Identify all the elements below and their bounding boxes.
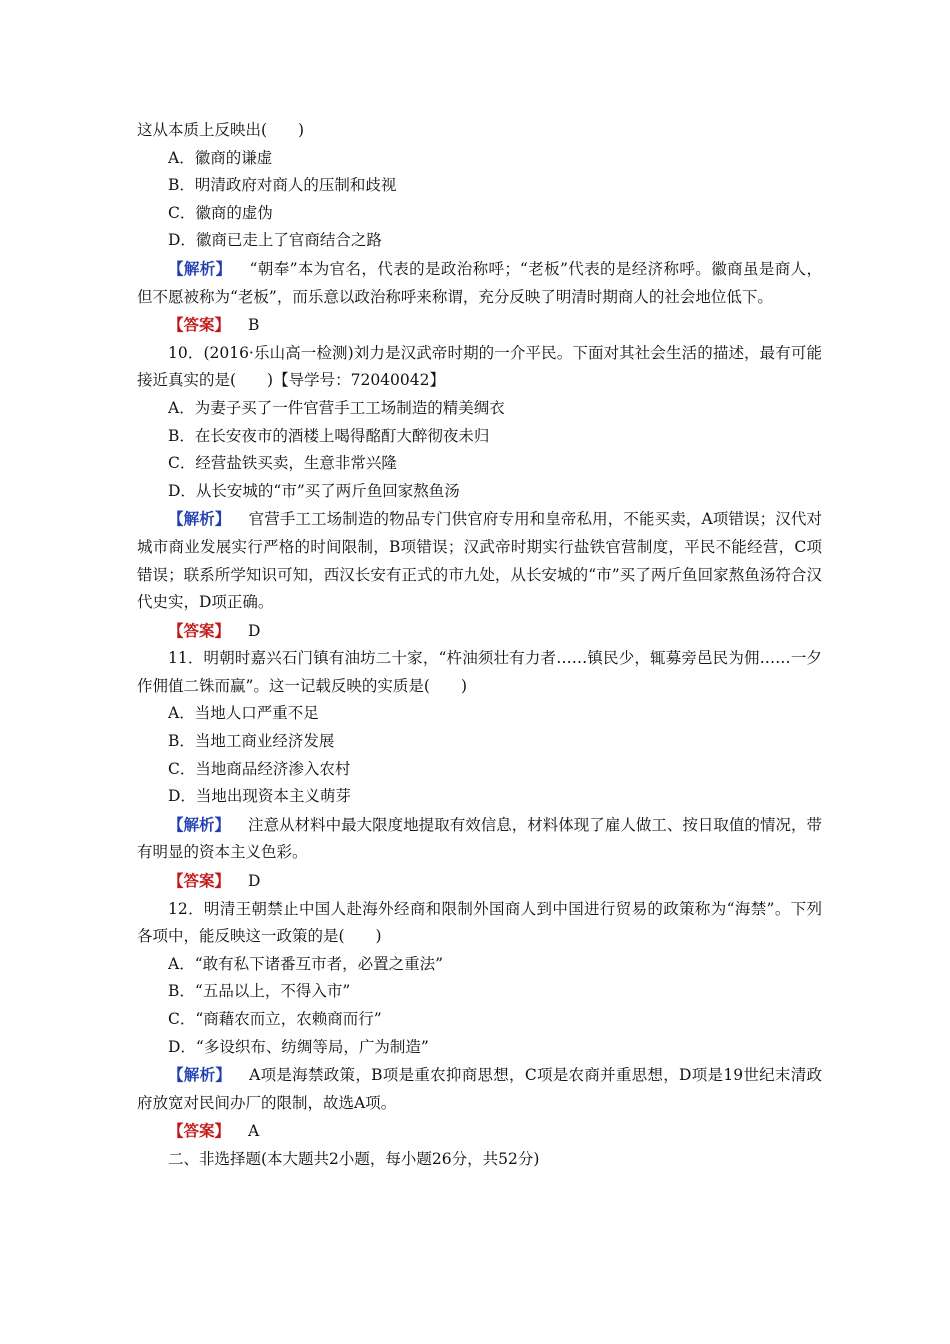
analysis-label: 【解析】: [168, 509, 231, 529]
analysis-text: “朝奉”本为官名，代表的是政治称呼；“老板”代表的是经济称呼。徽商虽是商人，但不愿被称为“老板”，而乐意以政治称呼来称谓，充分反映了明清时期商人的社会地位低下。: [137, 259, 822, 306]
q12-option-c: C．“商藉农而立，农赖商而行”: [168, 1010, 382, 1028]
answer-label: 【答案】: [168, 620, 231, 640]
answer-label: 【答案】: [168, 871, 231, 891]
analysis-label: 【解析】: [168, 258, 232, 278]
q12-option-d: D．“多设织布、纺绸等局，广为制造”: [168, 1037, 429, 1056]
q11-analysis: [137, 811, 822, 867]
section-heading: 二、非选择题(本大题共2小题，每小题26分，共52分): [168, 1149, 540, 1168]
q9-option-b: B．明清政府对商人的压制和歧视: [168, 176, 397, 195]
answer-value: A: [248, 1122, 260, 1141]
q11-answer: [137, 867, 822, 896]
q10-option-a: A．为妻子买了一件官营手工工场制造的精美绸衣: [168, 398, 505, 417]
q9-analysis: [137, 255, 822, 311]
q9-option-c: C．徽商的虚伪: [168, 203, 273, 222]
answer-label: 【答案】: [168, 315, 231, 335]
q10-option-b: B．在长安夜市的酒楼上喝得酩酊大醉彻夜未归: [168, 426, 490, 445]
q10-stem: 10．(2016·乐山高一检测)刘力是汉武帝时期的一介平民。下面对其社会生活的描述，最有可能接近真实的是( )【导学号：72040042】: [137, 343, 822, 390]
q12-answer: [137, 1117, 822, 1146]
q10-option-c: C．经营盐铁买卖，生意非常兴隆: [168, 454, 397, 473]
answer-value: D: [248, 872, 261, 891]
q10-option-d: D．从长安城的“市”买了两斤鱼回家熬鱼汤: [168, 481, 460, 500]
q10-analysis: [137, 505, 822, 616]
q12-stem: 12．明清王朝禁止中国人赴海外经商和限制外国商人到中国进行贸易的政策称为“海禁”。下列各项中，能反映这一政策的是( ): [137, 899, 822, 946]
analysis-label: 【解析】: [168, 1065, 232, 1085]
q12-option-a: A．“敢有私下诸番互市者，必置之重法”: [168, 954, 444, 973]
q12-analysis: [137, 1061, 822, 1117]
analysis-text: A项是海禁政策，B项是重农抑商思想，C项是农商并重思想，D项是19世纪末清政府放宽对民间办厂的限制，故选A项。: [137, 1066, 822, 1112]
answer-label: 【答案】: [168, 1121, 231, 1141]
q12-option-b: B．“五品以上，不得入市”: [168, 982, 351, 1001]
q11-option-a: A．当地人口严重不足: [168, 704, 319, 723]
answer-value: D: [248, 621, 261, 640]
analysis-text: 官营手工工场制造的物品专门供官府专用和皇帝私用，不能买卖，A项错误；汉代对城市商业发展实行严格的时间限制，B项错误；汉武帝时期实行盐铁官营制度，平民不能经营，C项错误；联系所学知识可知，西汉长安有正式的市九处，从长安城的“市”买了两斤鱼回家熬鱼汤符合汉代史实，D项正确。: [137, 510, 822, 612]
answer-value: B: [248, 316, 260, 335]
q9-option-a: A．徽商的谦虚: [168, 148, 273, 167]
q9-option-d: D．徽商已走上了官商结合之路: [168, 231, 382, 250]
q11-option-b: B．当地工商业经济发展: [168, 732, 335, 751]
q9-stem-tail: 这从本质上反映出( ): [137, 121, 305, 139]
q10-answer: [137, 617, 822, 646]
q9-answer: [137, 311, 822, 340]
document-page: [137, 117, 822, 1174]
analysis-text: 注意从材料中最大限度地提取有效信息，材料体现了雇人做工、按日取值的情况，带有明显的资本主义色彩。: [137, 815, 822, 862]
q11-stem: 11．明朝时嘉兴石门镇有油坊二十家，“杵油须壮有力者……镇民少，辄募旁邑民为佣……一夕作佣值二铢而赢”。这一记载反映的实质是( ): [137, 649, 822, 695]
analysis-label: 【解析】: [168, 814, 231, 834]
q11-option-c: C．当地商品经济渗入农村: [168, 759, 351, 778]
q11-option-d: D．当地出现资本主义萌芽: [168, 787, 351, 806]
